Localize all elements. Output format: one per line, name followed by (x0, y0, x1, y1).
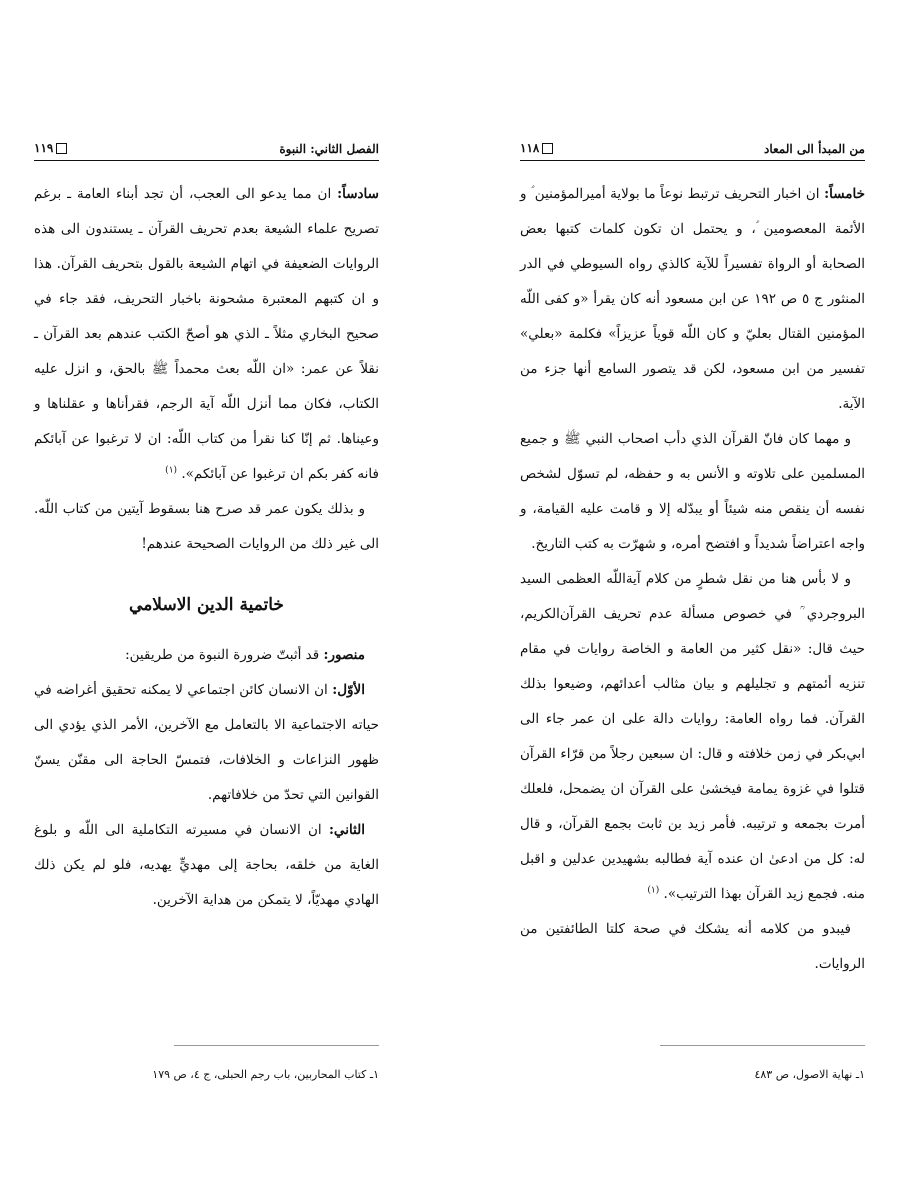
right-page (520, 140, 866, 1081)
right-page-number-block (520, 141, 553, 155)
right-footnotes (520, 1045, 865, 1084)
paragraph-text: ان اخبار التحريف ترتبط نوعاً ما بولاية أميرالمؤمنين ؑ و الأئمة المعصومين ؑ، و يحتمل ان تكون كلمات كتبها بعض الصحابة أو الرواة تفسيراً للآية كالذي رواه السيوطي في الدر المنثور ج ٥ ص ١٩٢ عن ابن مسعود أنه كان يقرأ «و كفى اللّه المؤمنين القتال بعليّ و كان اللّه قوياً عزيزاً» فكلمة «بعلي» تفسير من ابن مسعود، لكن قد يتصور السامع أنها جزء من الآية. (520, 186, 866, 412)
paragraph-text: و مهما كان فانّ القرآن الذي دأب اصحاب النبي ﷺ و جميع المسلمين على تلاوته و الأنس به و حفظه، لم تسوّل لشخص نفسه أن ينقص منه شيئاً أو يبدّله إلا و قامت عليه القيامة، و واجه اعتراضاً شديداً و افتضح أمره، و شهرّت به كتب التاريخ. (520, 431, 865, 552)
paragraph-text: ان مما يدعو الى العجب، أن تجد أبناء العامة ـ برغم تصريح علماء الشيعة بعدم تحريف القرآن ـ يستندون الى هذه الروايات الضعيفة في اتهام الشيعة بالقول بتحريف القرآن. هذا و ان كتبهم المعتبرة مشحونة باخبار التحريف، فقد جاء في صحيح البخاري مثلاً ـ الذي هو أصحّ الكتب عندهم بعد القرآن ـ نقلاً عن عمر: «ان اللّه بعث محمداً ﷺ بالحق، و انزل عليه الكتاب، فكان مما أنزل اللّه آية الرجم، فقرأناها و عقلناها و وعيناها. ثم إنّا كنا نقرأ من كتاب اللّه: ان لا ترغبوا عن آبائكم فانه كفر بكم ان ترغبوا عن آبائكم». (34, 186, 379, 482)
footnote-divider (174, 1045, 379, 1046)
right-paragraph-4 (520, 912, 865, 982)
left-paragraph-1 (34, 177, 379, 492)
left-page-number-block (34, 141, 67, 155)
paragraph-text: و بذلك يكون عمر قد صرح هنا بسقوط آيتين من كتاب اللّه. الى غير ذلك من الروايات الصحيحة عندهم! (34, 501, 379, 552)
left-page-number: ١١٩ (34, 141, 54, 155)
left-body-text (34, 177, 379, 918)
left-footnotes (34, 1045, 379, 1084)
left-paragraph-4 (34, 673, 379, 813)
right-paragraph-1 (520, 177, 865, 422)
left-header-title: الفصل الثاني: النبوة (279, 142, 379, 156)
left-paragraph-5 (34, 813, 379, 918)
footnote-ref: (١) (165, 465, 178, 476)
left-running-header (34, 140, 379, 161)
section-heading: خاتمية الدين الاسلامي (129, 595, 284, 615)
paragraph-text: قد أثبتّ ضرورة النبوة من طريقين: (125, 647, 324, 663)
right-running-header (520, 140, 865, 161)
left-page (34, 140, 379, 1081)
paragraph-text: ان الانسان كائن اجتماعي لا يمكنه تحقيق أغراضه في حياته الاجتماعية الا بالتعامل مع الآخرين، الأمر الذي يؤدي الى ظهور النزاعات و الخلافات، فتمسّ الحاجة الى مقنّن يسنّ القوانين التي تحدّ من خلافاتهم. (34, 682, 379, 803)
paragraph-lead: منصور: (323, 647, 365, 663)
paragraph-text: فيبدو من كلامه أنه يشكك في صحة كلتا الطائفتين من الروايات. (520, 921, 865, 972)
paragraph-lead: خامساً: (824, 186, 865, 202)
paragraph-text: ان الانسان في مسيرته التكاملية الى اللّه و بلوغ الغاية من خلقه، بحاجة إلى مهديٍّ يهديه، فلو لم يكن ذلك الهادي مهديّاً، لا يتمكن من هداية الآخرين. (34, 822, 379, 908)
paragraph-lead: الثاني: (328, 822, 365, 838)
footnote-divider (660, 1045, 865, 1046)
right-page-number: ١١٨ (520, 141, 540, 155)
paragraph-lead: الأوّل: (332, 682, 365, 698)
page-box-icon (542, 143, 553, 154)
right-body-text (520, 177, 865, 982)
paragraph-lead: سادساً: (337, 186, 379, 202)
footnote-ref: (١) (647, 885, 660, 896)
right-paragraph-2 (520, 422, 865, 562)
right-header-title: من المبدأ الى المعاد (764, 142, 865, 156)
left-paragraph-3 (34, 638, 379, 673)
paragraph-text: و لا بأس هنا من نقل شطرٍ من كلام آية‌اللّه العظمى السيد البروجردي ؒ في خصوص مسألة عدم تحريف القرآن‌الكريم، حيث قال: «نقل كثير من العامة و الخاصة روايات في مقام تنزيه أئمتهم و تجليلهم و بيان مثالب أعدائهم، وضيعوا بذلك القرآن. فما رواه العامة: روايات دالة على ان عمر جاء الى ابي‌بكر في زمن خلافته و قال: ان سبعين رجلاً من قرّاء القرآن قتلوا في غزوة يمامة فيخشىٰ على القرآن ان يضمحل، فلعلك أمرت بجمعه و ترتيبه. فأمر زيد بن ثابت بجمع القرآن، و قال له: كل من ادعىٰ ان عنده آية فطالبه بشهيدين عدلين و اقبل منه. فجمع زيد القرآن بهذا الترتيب». (520, 571, 865, 902)
right-paragraph-3 (520, 562, 865, 912)
left-footnote-text: ١ـ كتاب المحاربين، باب رجم الحبلى، ج ٤، ص ١٧٩ (152, 1068, 379, 1081)
right-footnote-text: ١ـ نهاية الاصول، ص ٤٨٣ (754, 1068, 865, 1081)
page-box-icon (56, 143, 67, 154)
left-paragraph-2 (34, 492, 379, 562)
